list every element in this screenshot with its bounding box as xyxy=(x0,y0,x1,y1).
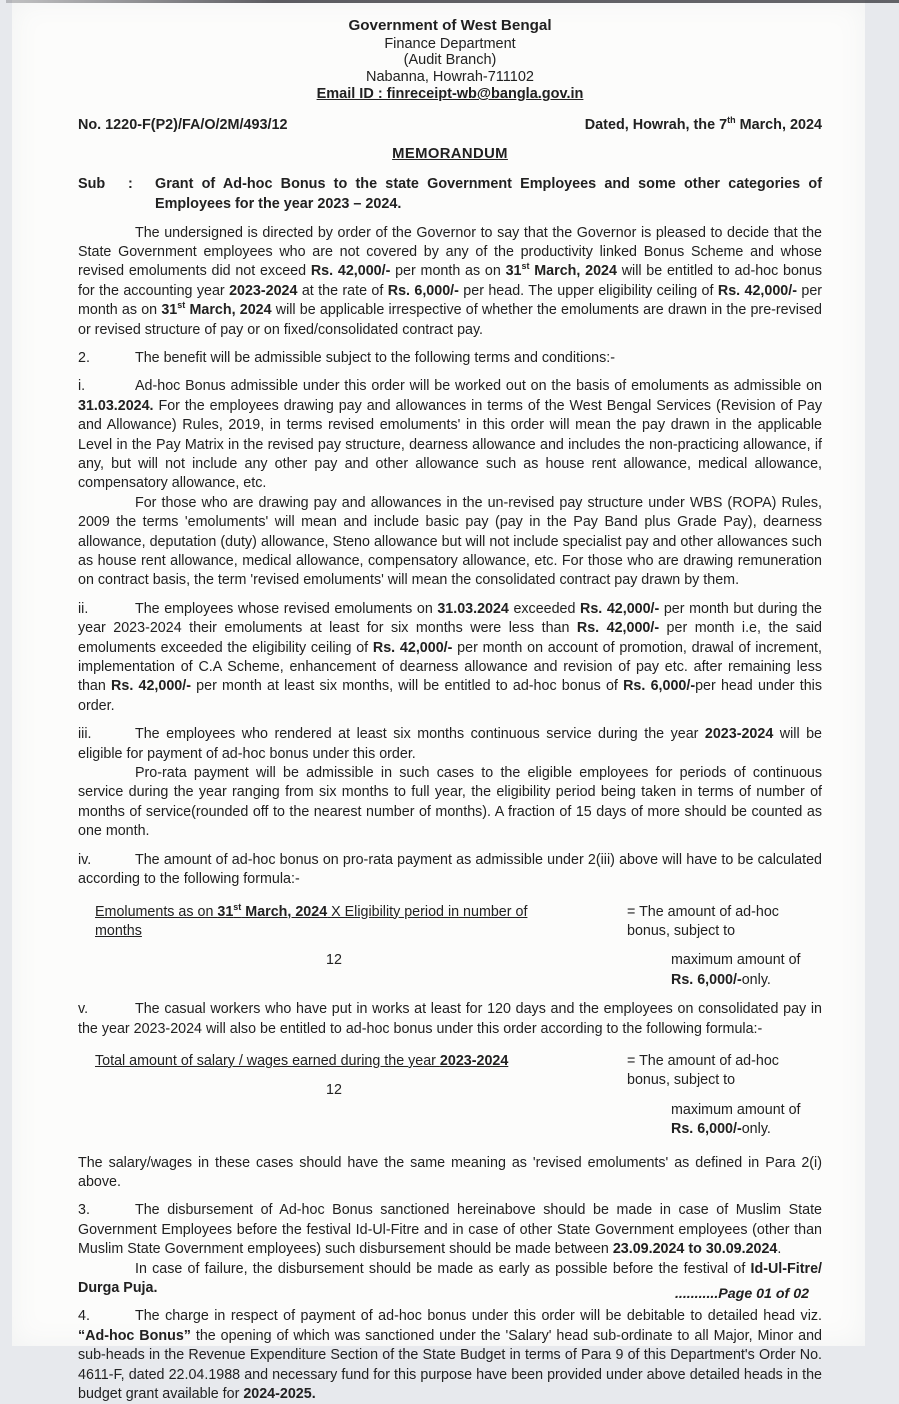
document-page xyxy=(12,0,865,1346)
date-line: Dated, Howrah, the 7th March, 2024 xyxy=(585,117,822,133)
address-line: Nabanna, Howrah-711102 xyxy=(78,69,822,86)
clause-v: v. The casual workers who have put in works at least for 120 days and the employees on consolidated pay in the year 2023-2024 will also be entitled to ad-hoc bonus under this order according to the following formula:- xyxy=(78,1000,822,1039)
clause-i-continuation: For those who are drawing pay and allowances in the un-revised pay structure under WBS (ROPA) Rules, 2009 the terms 'emoluments' will mean and include basic pay (pay in the Pay Band plus Grade Pay), dearness allowance, deputation (duty) allowance, Steno allowance but will not include specialist pay and other allowances such as house rent allowance, medical allowance, compensatory allowance, etc. For those who are drawing remuneration on contract basis, the term 'revised emoluments' will mean the consolidated contract pay drawn by them. xyxy=(78,494,822,591)
subject-text: Grant of Ad-hoc Bonus to the state Government Employees and some other categories of Employees for the year 2023 – 2024. xyxy=(155,174,822,214)
formula-prorata-bonus xyxy=(78,903,822,991)
formula-denominator: 12 xyxy=(95,1081,573,1100)
formula-result-line1: = The amount of ad-hoc bonus, subject to xyxy=(627,903,822,942)
formula-numerator: Emoluments as on 31st March, 2024 X Eligibility period in number of months xyxy=(95,903,573,942)
clause-2: 2. The benefit will be admissible subject to the following terms and conditions:- xyxy=(78,349,822,368)
clause-ii: ii. The employees whose revised emoluments on 31.03.2024 exceeded Rs. 42,000/- per month but during the year 2023-2024 their emoluments at least for six months were less than Rs. 42,000/- per month i.e, the said emoluments exceeded the eligibility ceiling of Rs. 42,000/- per month on account of promotion, drawal of increment, implementation of C.A Scheme, enhancement of dearness allowance and revision of pay etc. after remaining less than Rs. 42,000/- per month at least six months, will be entitled to ad-hoc bonus of Rs. 6,000/-per head under this order. xyxy=(78,600,822,716)
reference-row xyxy=(78,117,822,133)
branch-name: (Audit Branch) xyxy=(78,52,822,69)
formula-fraction xyxy=(95,1052,573,1140)
formula-numerator: Total amount of salary / wages earned during the year 2023-2024 xyxy=(95,1052,573,1071)
paragraph-intro: The undersigned is directed by order of the Governor to say that the Governor is pleased to decide that the State Government employees who are not covered by any of the productivity linked Bonus Scheme and whose revised emoluments did not exceed Rs. 42,000/- per month as on 31st March, 2024 will be entitled to ad-hoc bonus for the accounting year 2023-2024 at the rate of Rs. 6,000/- per head. The upper eligibility ceiling of Rs. 42,000/- per month as on 31st March, 2024 will be applicable irrespective of whether the emoluments are drawn in the pre-revised or revised structure of pay or on fixed/consolidated contract pay. xyxy=(78,224,822,340)
subject-colon: : xyxy=(128,174,155,214)
formula-result-line2: maximum amount of Rs. 6,000/-only. xyxy=(627,951,822,990)
clause-iii-continuation: Pro-rata payment will be admissible in such cases to the eligible employees for periods of continuous service during the year ranging from six months to full year, the eligibility period being taken in terms of number of months of service(rounded off to the nearest number of months). A fraction of 15 days of more should be counted as one month. xyxy=(78,764,822,842)
formula-result xyxy=(573,903,822,991)
formula-denominator: 12 xyxy=(95,951,573,970)
scan-top-edge xyxy=(6,0,899,3)
doc-title: MEMORANDUM xyxy=(78,146,822,162)
subject-line xyxy=(78,174,822,214)
formula-casual-workers xyxy=(78,1052,822,1140)
email-line: Email ID : finreceipt-wb@bangla.gov.in xyxy=(78,86,822,103)
clause-4: 4. The charge in respect of payment of ad-hoc bonus under this order will be debitable to detailed head viz. “Ad-hoc Bonus” the opening of which was sanctioned under the 'Salary' head sub-ordinate to all Major, Minor and sub-heads in the Revenue Expenditure Section of the State Budget in terms of Para 9 of this Department's Order No. 4611-F, dated 22.04.1988 and necessary fund for this purpose have been provided under above detailed heads in the budget grant available for 2024-2025. xyxy=(78,1307,822,1404)
document-header xyxy=(78,18,822,103)
clause-iv: iv. The amount of ad-hoc bonus on pro-rata payment as admissible under 2(iii) above will have to be calculated according to the following formula:- xyxy=(78,851,822,890)
clause-i: i. Ad-hoc Bonus admissible under this order will be worked out on the basis of emoluments as admissible on 31.03.2024. For the employees drawing pay and allowances in terms of the West Bengal Services (Revision of Pay and Allowance) Rules, 2019, in terms revised emoluments' in this order will mean the pay drawn in the applicable Level in the Pay Matrix in the revised pay structure, dearness allowance and includes the non-practicing allowance, if any, but will not include any other pay and other allowance such as house rent allowance, medical allowance, compensatory allowance, etc. xyxy=(78,377,822,493)
salary-meaning-note: The salary/wages in these cases should have the same meaning as 'revised emoluments' as defined in Para 2(i) above. xyxy=(78,1154,822,1193)
page-indicator: ...........Page 01 of 02 xyxy=(675,1286,809,1302)
clause-iii: iii. The employees who rendered at least six months continuous service during the year 2023-2024 will be eligible for payment of ad-hoc bonus under this order. xyxy=(78,725,822,764)
clause-3-continuation: In case of failure, the disbursement should be made as early as possible before the festival of Id-Ul-Fitre/ Durga Puja. xyxy=(78,1260,822,1299)
clause-3: 3. The disbursement of Ad-hoc Bonus sanctioned hereinabove should be made in case of Muslim State Government Employees before the festival Id-Ul-Fitre and in case of other State Government employees (other than Muslim State Government employees) such disbursement should be made between 23.09.2024 to 30.09.2024. xyxy=(78,1201,822,1259)
formula-result xyxy=(573,1052,822,1140)
subject-label: Sub xyxy=(78,174,128,214)
formula-result-line1: = The amount of ad-hoc bonus, subject to xyxy=(627,1052,822,1091)
department-name: Finance Department xyxy=(78,36,822,53)
formula-fraction xyxy=(95,903,573,991)
org-name: Government of West Bengal xyxy=(78,18,822,35)
memo-body xyxy=(78,224,822,1404)
formula-result-line2: maximum amount of Rs. 6,000/-only. xyxy=(627,1101,822,1140)
ref-number: No. 1220-F(P2)/FA/O/2M/493/12 xyxy=(78,117,288,133)
